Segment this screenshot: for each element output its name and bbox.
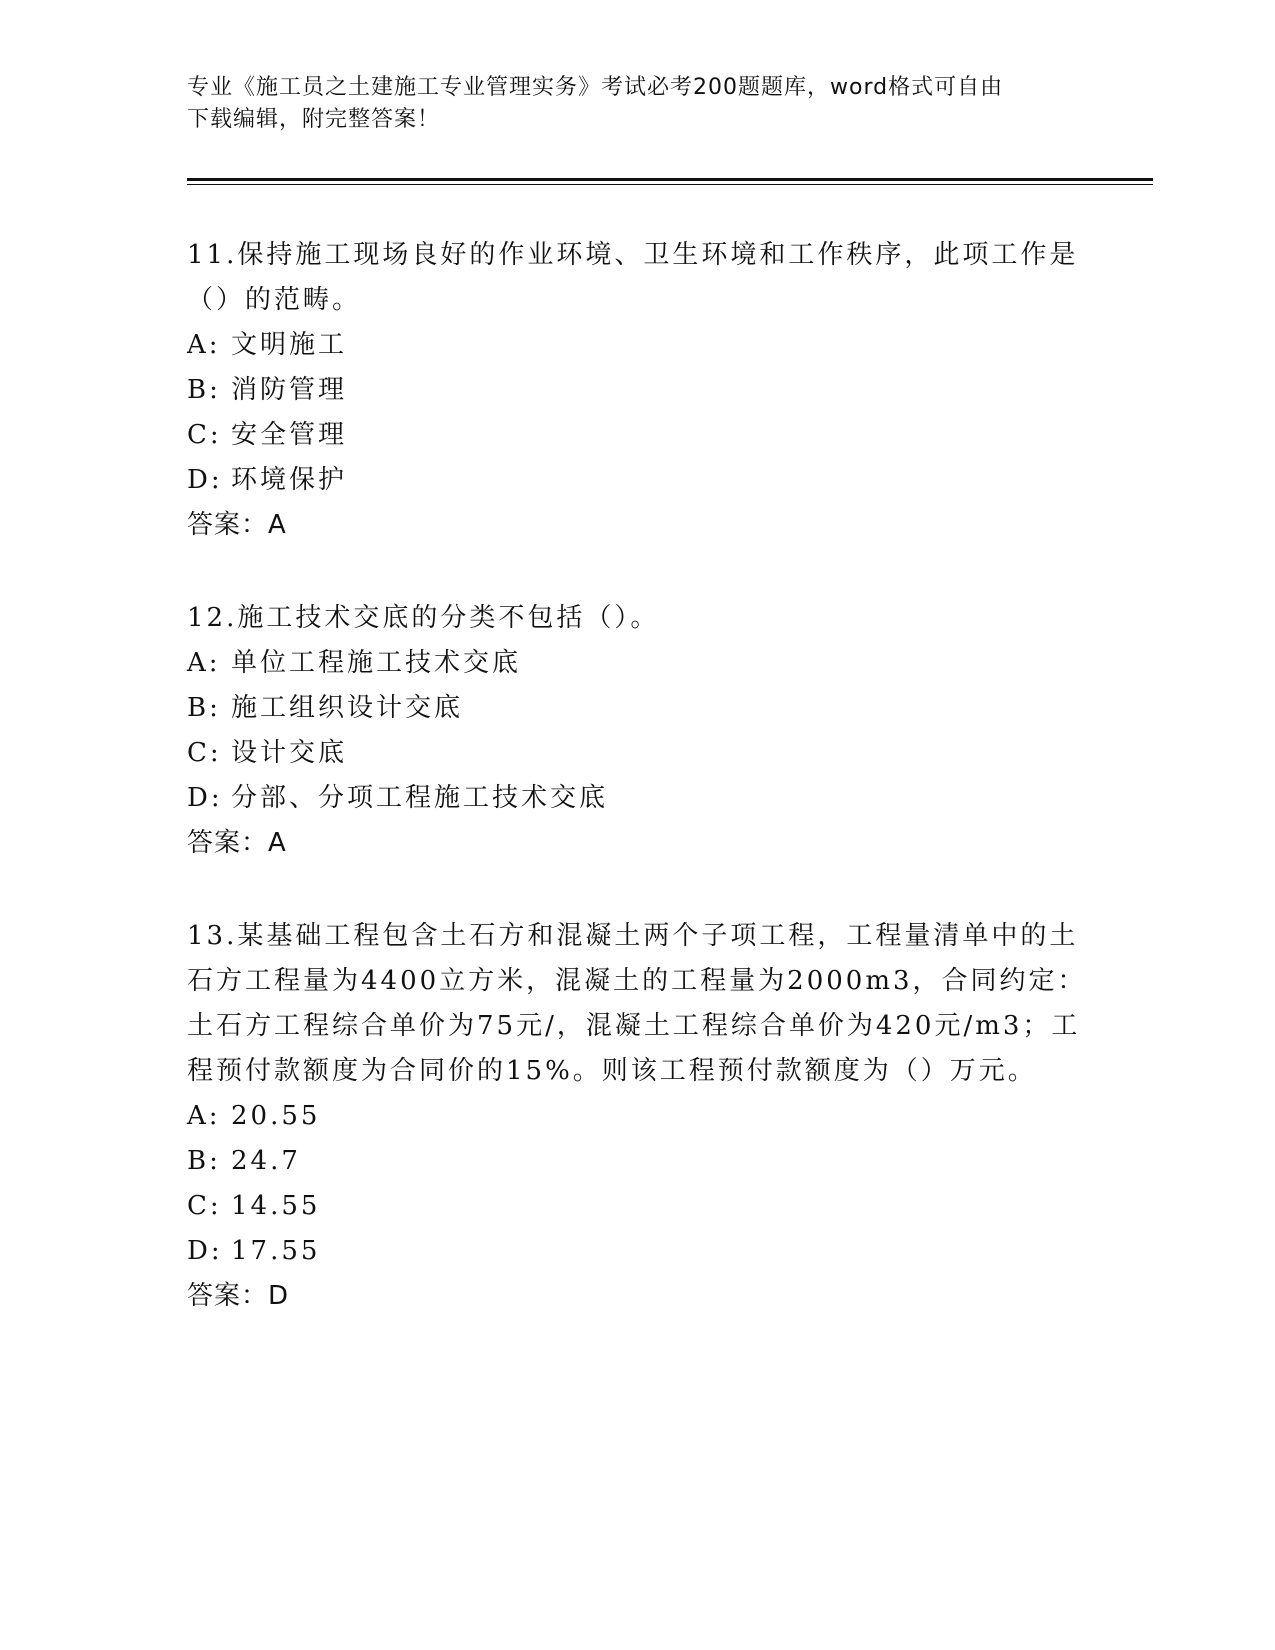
option-key: B: (187, 1146, 221, 1176)
option-key: B: (187, 375, 221, 405)
option-key: C: (187, 420, 222, 450)
option-key: B: (187, 693, 221, 723)
option-key: D: (187, 465, 223, 495)
option-text: 17.55 (231, 1236, 321, 1266)
option-c (187, 731, 1087, 776)
option-b (187, 368, 1087, 413)
option-d (187, 1229, 1087, 1274)
option-key: A: (187, 648, 221, 678)
header-divider-thick (187, 178, 1153, 181)
option-d (187, 458, 1087, 503)
option-text: 14.55 (231, 1191, 321, 1221)
option-c (187, 1184, 1087, 1229)
option-text: 消防管理 (231, 375, 348, 405)
option-text: 24.7 (231, 1146, 301, 1176)
option-text: 20.55 (231, 1101, 321, 1131)
question-11 (187, 233, 1087, 548)
option-key: C: (187, 738, 222, 768)
option-b (187, 1139, 1087, 1184)
option-c (187, 413, 1087, 458)
option-b (187, 686, 1087, 731)
option-a (187, 323, 1087, 368)
question-stem: 13.某基础工程包含土石方和混凝土两个子项工程，工程量清单中的土石方工程量为4400立方米，混凝土的工程量为2000m3，合同约定：土石方工程综合单价为75元/，混凝土工程综合单价为420元/m3；工程预付款额度为合同价的15%。则该工程预付款额度为（）万元。 (187, 921, 1087, 1086)
option-text: 安全管理 (231, 420, 348, 450)
header-divider-thin (187, 184, 1153, 185)
question-12 (187, 596, 1087, 866)
option-key: D: (187, 1236, 223, 1266)
option-d (187, 776, 1087, 821)
header-line-2: 下载编辑，附完整答案！ (187, 107, 441, 132)
document-header (187, 72, 1087, 136)
option-key: D: (187, 783, 223, 813)
question-stem: 11.保持施工现场良好的作业环境、卫生环境和工作秩序，此项工作是（）的范畴。 (187, 240, 1079, 315)
option-a (187, 641, 1087, 686)
option-text: 单位工程施工技术交底 (231, 648, 522, 678)
option-key: A: (187, 330, 221, 360)
option-a (187, 1094, 1087, 1139)
option-text: 环境保护 (231, 465, 348, 495)
question-13 (187, 914, 1087, 1319)
answer-line: 答案：A (187, 510, 287, 540)
answer-line: 答案：D (187, 1281, 290, 1311)
option-key: A: (187, 1101, 221, 1131)
option-text: 设计交底 (231, 738, 348, 768)
option-text: 施工组织设计交底 (231, 693, 464, 723)
header-line-1: 专业《施工员之土建施工专业管理实务》考试必考200题题库，word格式可自由 (187, 75, 1004, 100)
question-stem: 12.施工技术交底的分类不包括（）。 (187, 603, 660, 633)
option-text: 分部、分项工程施工技术交底 (231, 783, 609, 813)
answer-line: 答案：A (187, 828, 287, 858)
option-text: 文明施工 (231, 330, 348, 360)
option-key: C: (187, 1191, 222, 1221)
